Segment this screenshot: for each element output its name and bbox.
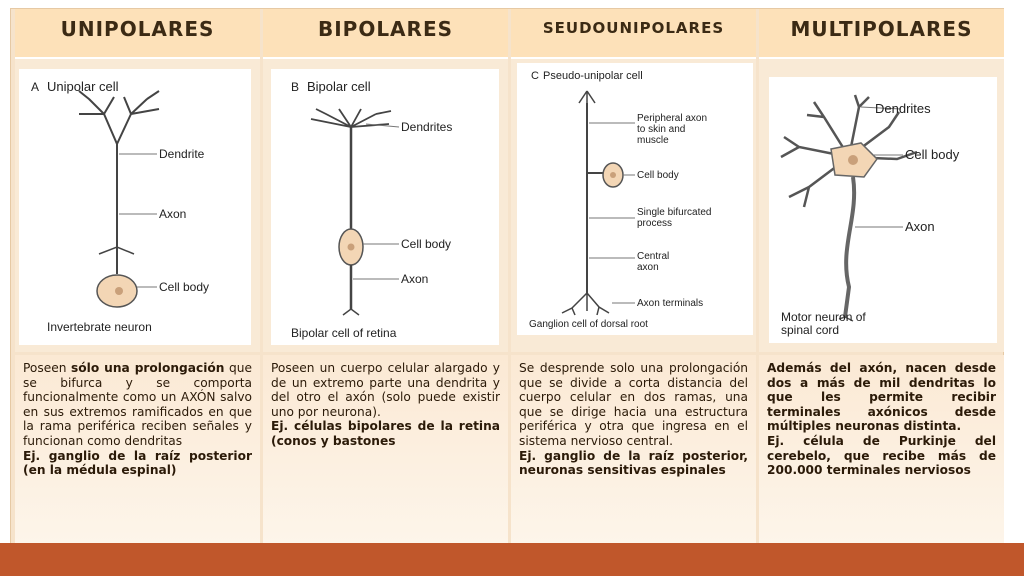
dendrites-icon	[311, 109, 391, 127]
description-text	[519, 361, 748, 478]
nucleus-icon	[848, 155, 858, 165]
figure-title: Bipolar cell	[307, 79, 371, 94]
axon-terminals-icon	[562, 293, 609, 315]
figure-cell	[759, 59, 1004, 352]
example-text: Ej. células bipolares de la retina (conos y bastones	[271, 419, 500, 448]
label-cell-body: Cell body	[905, 147, 960, 162]
label-bifurcated: Single bifurcated	[637, 207, 712, 218]
axon-terminal-icon	[343, 309, 359, 315]
header-cell	[511, 9, 756, 59]
figure-title: Unipolar cell	[47, 79, 119, 94]
figure-caption: Motor neuron of	[781, 310, 866, 324]
text-part: que se bifurca y se comporta funcionalmente como un AXÓN salvo en sus extremos ramificados en que la rama periférica reciben señales y funcionan como dendritas	[23, 361, 252, 448]
label-axon-terminals: Axon terminals	[637, 298, 704, 309]
figure-caption: Ganglion cell of dorsal root	[529, 319, 648, 330]
figure-letter: C	[531, 70, 539, 82]
label-peripheral-axon-2: to skin and	[637, 124, 686, 135]
nucleus-icon	[610, 172, 616, 178]
label-axon: Axon	[159, 207, 187, 221]
label-axon: Axon	[905, 219, 935, 234]
column-bipolares	[263, 9, 508, 544]
column-multipolares	[759, 9, 1004, 544]
label-central: Central	[637, 251, 670, 262]
description-cell	[15, 355, 260, 544]
label-dendrites: Dendrites	[401, 120, 453, 134]
nucleus-icon	[348, 244, 355, 251]
label-cell-body: Cell body	[401, 237, 452, 251]
label-dendrites: Dendrites	[875, 101, 931, 116]
description-text	[23, 361, 252, 478]
column-unipolares	[15, 9, 260, 544]
figure-caption: Invertebrate neuron	[47, 320, 152, 334]
header-cell	[263, 9, 508, 59]
column-seudounipolares	[511, 9, 756, 544]
nucleus-icon	[115, 287, 123, 295]
axon-line	[845, 177, 854, 317]
figure-cell	[15, 59, 260, 352]
header-cell	[759, 9, 1004, 59]
label-cell-body: Cell body	[637, 170, 679, 181]
figure-cell	[511, 59, 756, 352]
figure-letter: A	[31, 80, 40, 94]
label-peripheral-axon-3: muscle	[637, 135, 669, 146]
unipolar-cell-figure	[19, 69, 251, 345]
peripheral-terminal-icon	[579, 91, 595, 103]
description-text	[767, 361, 996, 478]
column-header: UNIPOLARES	[60, 17, 215, 41]
example-text: Ej. ganglio de la raíz posterior, neuronas sensitivas espinales	[519, 448, 748, 478]
multipolar-cell-figure	[769, 77, 997, 343]
label-cell-body: Cell body	[159, 280, 210, 294]
column-header: SEUDOUNIPOLARES	[542, 19, 725, 37]
label-dendrite: Dendrite	[159, 147, 205, 161]
dendrite-tree-icon	[79, 91, 159, 239]
example-text: célula de Purkinje del cerebelo, que recibe más de 200.000 terminales nerviosos	[767, 433, 996, 478]
figure-caption-2: spinal cord	[781, 323, 840, 337]
text-part: Se desprende solo una prolongación que se divide a corta distancia del cuerpo celular en dos ramas, una que se dirige hacia una estructura periférica y otra que ingresa en el sistema nervioso central.	[519, 361, 748, 448]
neuron-types-table	[10, 8, 1004, 545]
description-cell	[263, 355, 508, 544]
label-central-axon: axon	[637, 262, 659, 273]
text-part: Poseen	[23, 361, 72, 375]
label-axon: Axon	[401, 272, 429, 286]
description-cell	[511, 355, 756, 544]
description-text	[271, 361, 500, 449]
example-text: Ej. ganglio de la raíz posterior (en la médula espinal)	[23, 448, 252, 478]
text-part: Poseen un cuerpo celular alargado y de un extremo parte una dendrita y del otro el axón (solo puede existir uno por neurona).	[271, 361, 500, 419]
label-process: process	[637, 218, 673, 229]
figure-letter: B	[291, 80, 300, 94]
header-cell	[15, 9, 260, 59]
text-bold: Además del axón, nacen desde dos a más de mil dendritas lo que les permite recibir terminales axónicos desde múltiples neuronas distinta.	[767, 361, 996, 434]
column-header: MULTIPOLARES	[790, 17, 973, 41]
figure-caption: Bipolar cell of retina	[291, 326, 397, 340]
example-prefix: Ej.	[767, 433, 804, 448]
description-cell	[759, 355, 1004, 544]
pseudo-unipolar-cell-figure	[517, 63, 753, 335]
text-bold: sólo una prolongación	[71, 361, 225, 375]
figure-title: Pseudo-unipolar cell	[543, 70, 643, 82]
figure-cell	[263, 59, 508, 352]
label-peripheral-axon: Peripheral axon	[637, 113, 708, 124]
bipolar-cell-figure	[271, 69, 499, 345]
column-header: BIPOLARES	[317, 17, 454, 41]
footer-bar	[0, 543, 1024, 576]
